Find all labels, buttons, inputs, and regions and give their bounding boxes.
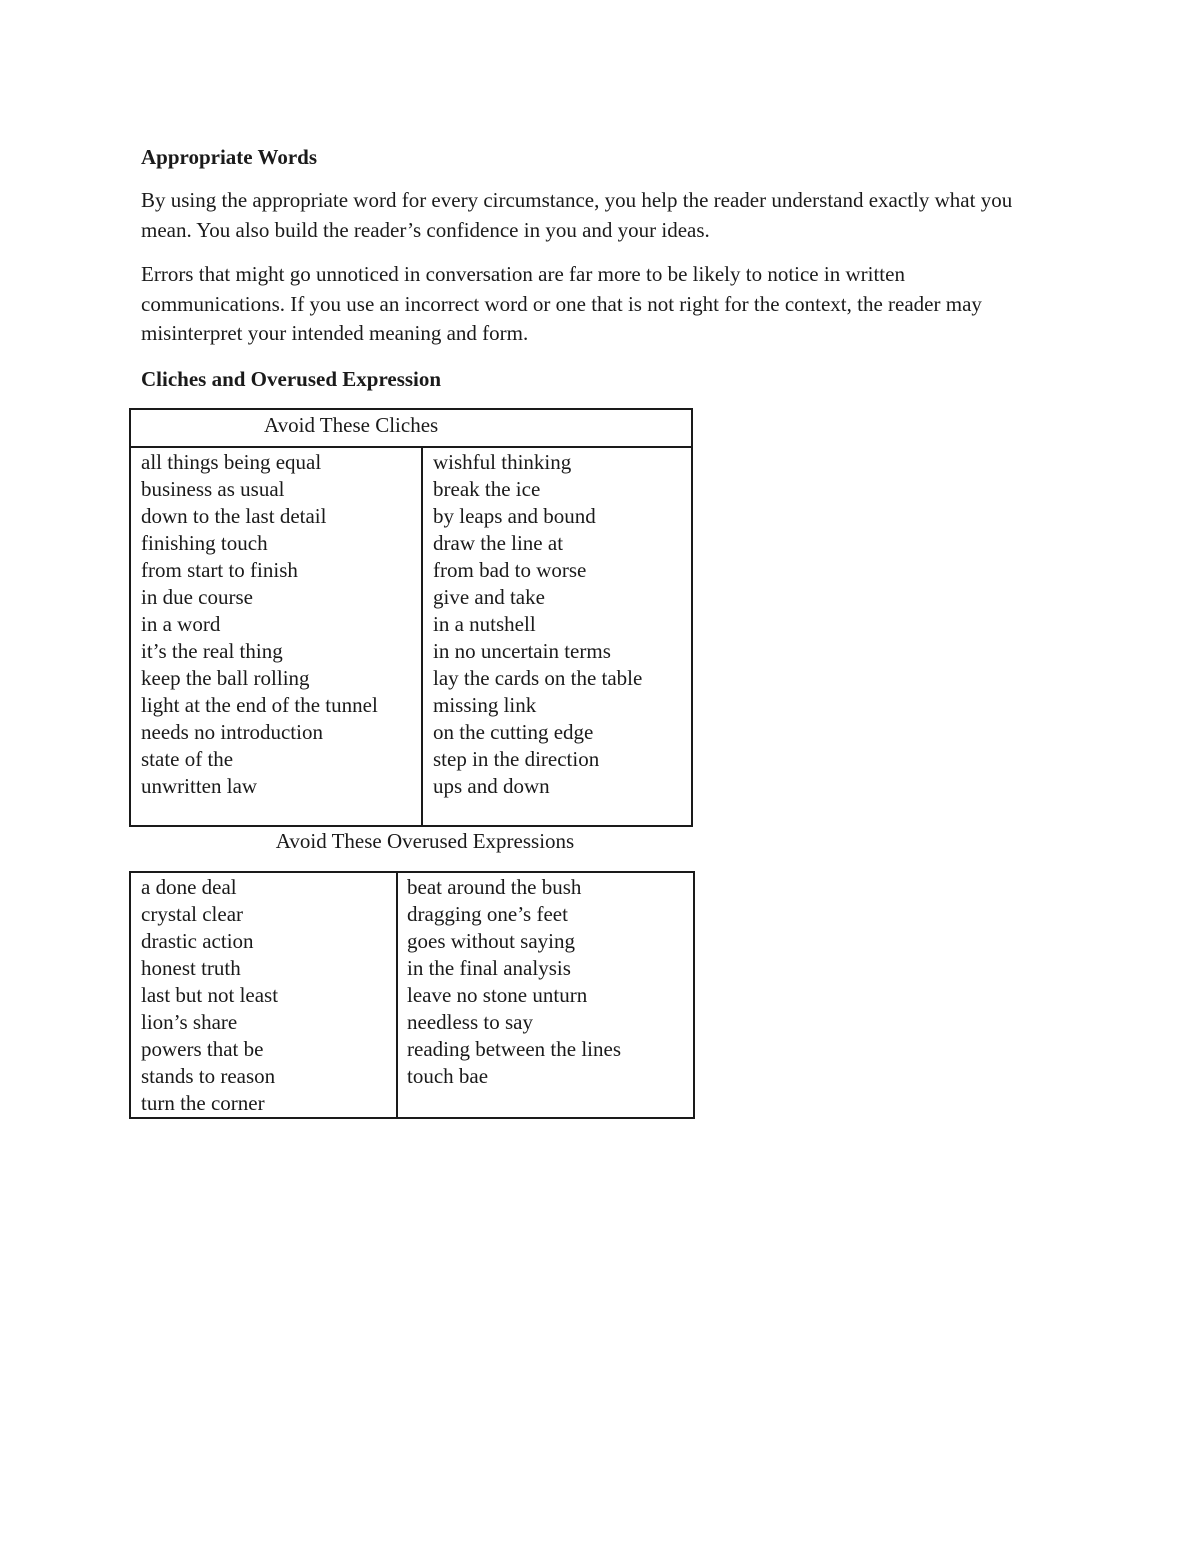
overused-expression-item: in the final analysis: [407, 956, 571, 980]
overused-expression-item: beat around the bush: [407, 875, 582, 899]
overused-expression-item: needless to say: [407, 1010, 533, 1034]
overused-expression-item: powers that be: [141, 1037, 264, 1061]
cliche-item: by leaps and bound: [433, 504, 596, 528]
cliche-item: in a nutshell: [433, 612, 536, 636]
cliche-item: all things being equal: [141, 450, 322, 474]
overused-expression-item: goes without saying: [407, 929, 575, 953]
overused-expression-item: lion’s share: [141, 1010, 238, 1034]
overused-expression-item: crystal clear: [141, 902, 244, 926]
cliche-item: on the cutting edge: [433, 720, 594, 744]
cliche-item: business as usual: [141, 477, 285, 501]
cliche-item: from start to finish: [141, 558, 298, 582]
cliche-item: step in the direction: [433, 747, 600, 771]
cliches-right-column: [422, 447, 692, 826]
overused-right-column: [397, 872, 694, 1118]
cliches-table: [129, 408, 693, 827]
cliche-item: state of the: [141, 747, 234, 771]
overused-right-list: [407, 874, 693, 1090]
cliche-item: light at the end of the tunnel: [141, 693, 378, 717]
cliche-item: draw the line at: [433, 531, 564, 555]
overused-expression-item: last but not least: [141, 983, 279, 1007]
cliches-left-column: [130, 447, 422, 826]
overused-expression-item: turn the corner: [141, 1091, 265, 1115]
cliches-left-list: [141, 449, 421, 800]
cliche-item: from bad to worse: [433, 558, 587, 582]
overused-left-list: [141, 874, 396, 1117]
overused-expression-item: honest truth: [141, 956, 241, 980]
overused-table: [129, 871, 695, 1119]
overused-expression-item: leave no stone unturn: [407, 983, 588, 1007]
cliche-item: down to the last detail: [141, 504, 327, 528]
overused-table-caption: Avoid These Overused Expressions: [275, 829, 575, 853]
section-title-appropriate-words: Appropriate Words: [141, 145, 317, 169]
cliche-item: wishful thinking: [433, 450, 572, 474]
cliche-item: unwritten law: [141, 774, 258, 798]
cliche-item: lay the cards on the table: [433, 666, 643, 690]
section-title-cliches: Cliches and Overused Expression: [141, 367, 442, 391]
overused-expression-item: drastic action: [141, 929, 254, 953]
cliche-item: give and take: [433, 585, 545, 609]
paragraph-appropriate-word: By using the appropriate word for every circumstance, you help the reader understand exactly what you mean. You also build the reader’s confidence in you and your ideas.: [141, 188, 1013, 242]
cliche-item: in a word: [141, 612, 221, 636]
overused-expression-item: stands to reason: [141, 1064, 276, 1088]
cliche-item: keep the ball rolling: [141, 666, 310, 690]
cliche-item: it’s the real thing: [141, 639, 283, 663]
cliches-right-list: [433, 449, 691, 800]
cliche-item: in due course: [141, 585, 253, 609]
cliche-item: ups and down: [433, 774, 550, 798]
cliche-item: missing link: [433, 693, 537, 717]
cliches-table-header: Avoid These Cliches: [130, 409, 692, 447]
overused-expression-item: reading between the lines: [407, 1037, 621, 1061]
overused-expression-item: dragging one’s feet: [407, 902, 568, 926]
overused-expression-item: a done deal: [141, 875, 237, 899]
cliche-item: in no uncertain terms: [433, 639, 611, 663]
overused-left-column: [130, 872, 397, 1118]
cliche-item: break the ice: [433, 477, 541, 501]
cliche-item: needs no introduction: [141, 720, 323, 744]
paragraph-errors: Errors that might go unnoticed in conversation are far more to be likely to notice in written communications. If you use an incorrect word or one that is not right for the context, the reader may misinterpret your intended meaning and form.: [141, 262, 982, 345]
cliche-item: finishing touch: [141, 531, 268, 555]
overused-expression-item: touch bae: [407, 1064, 489, 1088]
